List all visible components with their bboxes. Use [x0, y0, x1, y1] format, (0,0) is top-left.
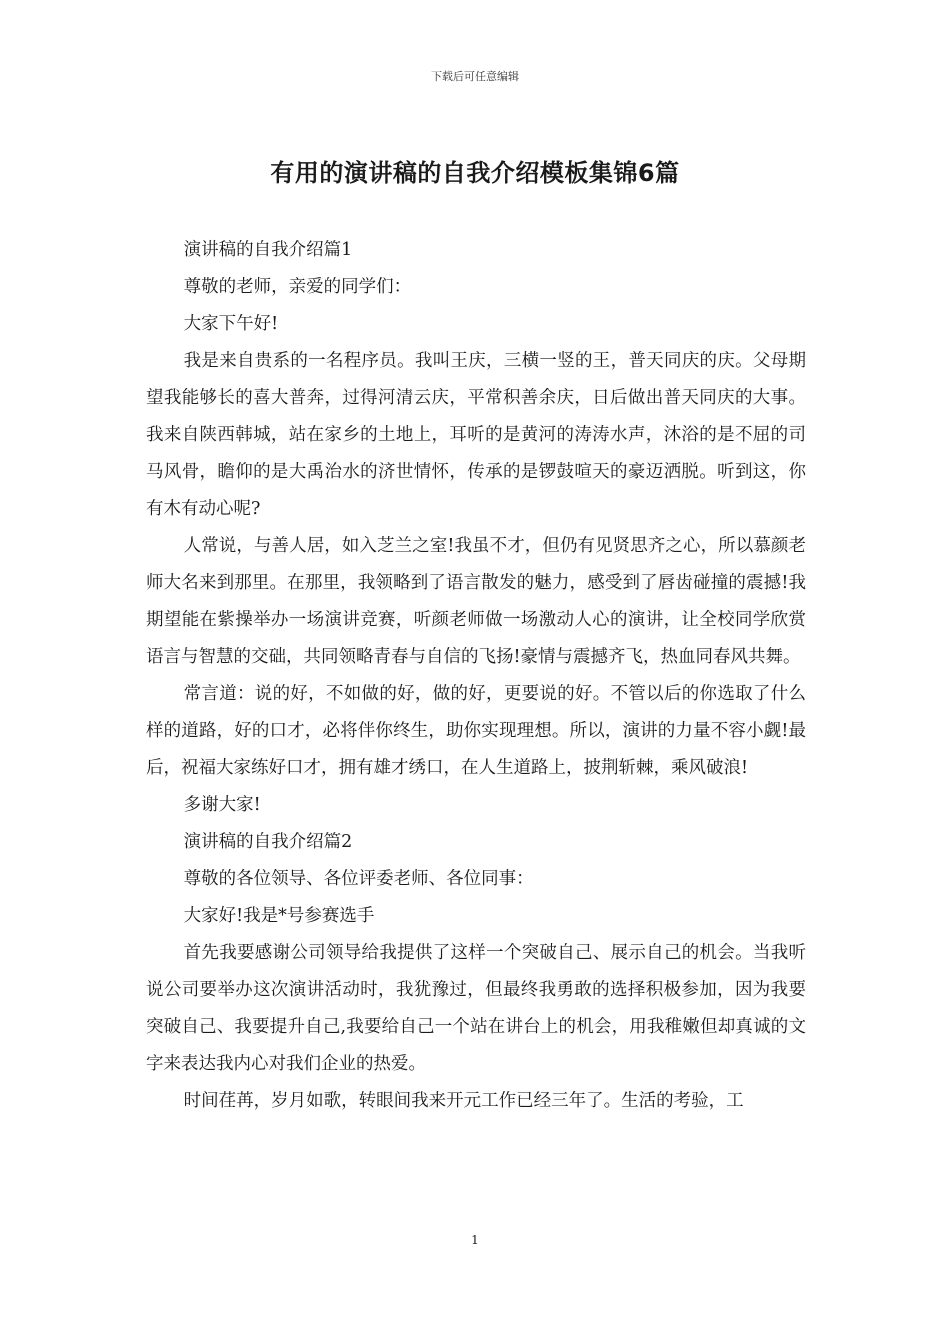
document-title: 有用的演讲稿的自我介绍模板集锦6篇 [270, 159, 680, 187]
section-heading-1: 演讲稿的自我介绍篇1 [183, 240, 353, 260]
page-header-note: 下载后可任意编辑 [431, 70, 519, 83]
closing-1: 多谢大家! [183, 795, 261, 815]
salutation-1: 尊敬的老师，亲爱的同学们： [183, 277, 412, 297]
body-paragraph: 人常说，与善人居，如入芝兰之室!我虽不才，但仍有见贤思齐之心，所以慕颜老师大名来到那里。在那里，我领略到了语言散发的魅力，感受到了唇齿碰撞的震撼!我期望能在紫操举办一场演讲竞赛，听颜老师做一场激动人心的演讲，让全校同学欣赏语言与智慧的交础，共同领略青春与自信的飞扬!豪情与震撼齐飞，热血同春风共舞。 [146, 536, 806, 667]
body-paragraph: 时间荏苒，岁月如歌，转眼间我来开元工作已经三年了。生活的考验，工 [183, 1091, 744, 1111]
body-paragraph: 我是来自贵系的一名程序员。我叫王庆，三横一竖的王，普天同庆的庆。父母期望我能够长的喜大普奔，过得河清云庆，平常积善余庆，日后做出普天同庆的大事。我来自陕西韩城，站在家乡的土地上，耳听的是黄河的涛涛水声，沐浴的是不屈的司马风骨，瞻仰的是大禹治水的济世情怀，传承的是锣鼓喧天的豪迈洒脱。听到这，你有木有动心呢? [146, 351, 806, 519]
body-paragraph: 常言道：说的好，不如做的好，做的好，更要说的好。不管以后的你选取了什么样的道路，好的口才，必将伴你终生，助你实现理想。所以，演讲的力量不容小觑!最后，祝福大家练好口才，拥有雄才绣口，在人生道路上，披荆斩棘，乘风破浪! [146, 684, 806, 778]
salutation-2: 尊敬的各位领导、各位评委老师、各位同事： [183, 869, 534, 889]
section-heading-2: 演讲稿的自我介绍篇2 [183, 832, 353, 852]
body-paragraph: 首先我要感谢公司领导给我提供了这样一个突破自己、展示自己的机会。当我听说公司要举办这次演讲活动时，我犹豫过，但最终我勇敢的选择积极参加，因为我要突破自己、我要提升自己,我要给自己一个站在讲台上的机会，用我稚嫩但却真诚的文字来表达我内心对我们企业的热爱。 [146, 943, 806, 1074]
document-body [146, 232, 806, 1120]
page-number: 1 [471, 1233, 479, 1247]
greeting-1: 大家下午好! [183, 314, 279, 334]
greeting-2: 大家好!我是*号参赛选手 [183, 906, 375, 926]
